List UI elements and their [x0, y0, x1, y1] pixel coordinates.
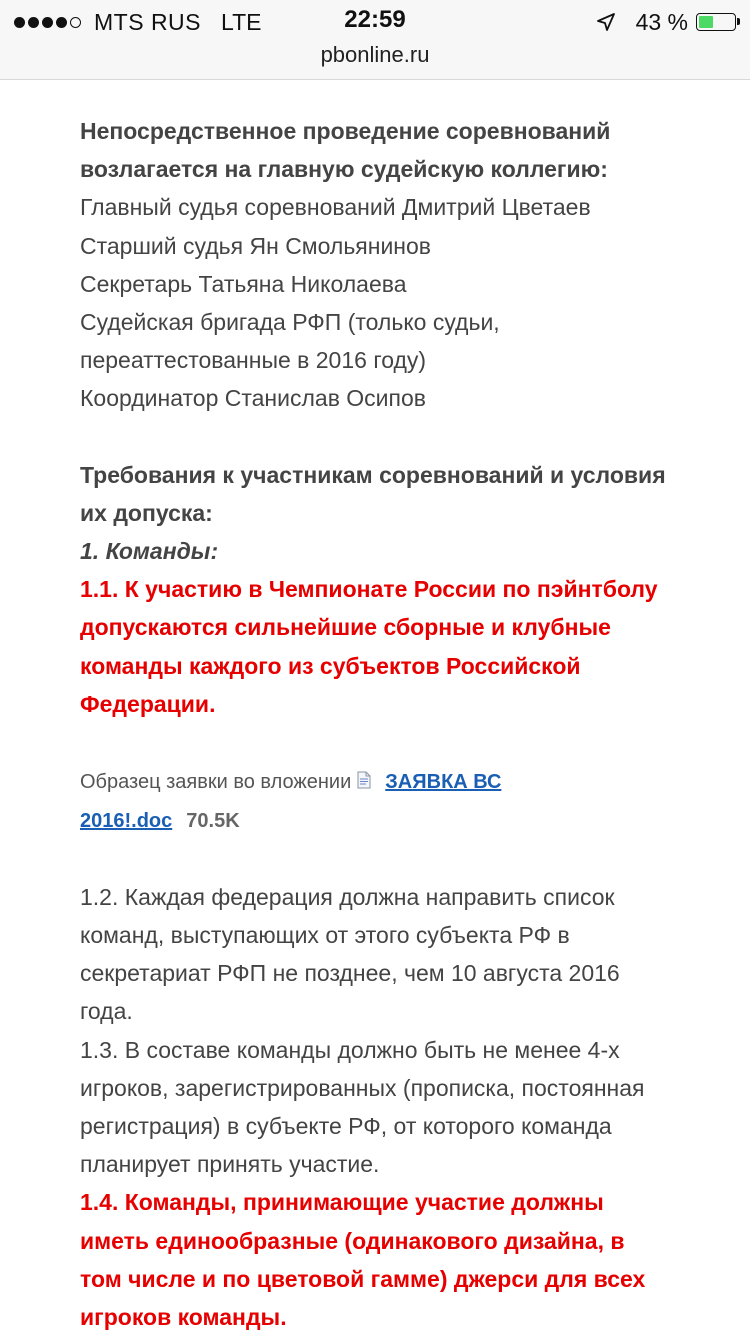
judge-line: Судейская бригада РФП (только судьи, [80, 309, 500, 336]
item-1-4 [80, 1183, 720, 1336]
attachment-link[interactable]: 2016!.doc [80, 809, 173, 832]
red-text-line: 1.1. К участию в Чемпионате России по пэйнтболу [80, 576, 658, 603]
text-line: 1.2. Каждая федерация должна направить список [80, 883, 615, 910]
red-text-line: том числе и по цветовой гамме) джерси для всех [80, 1265, 646, 1292]
item-1-1 [80, 570, 720, 723]
item-1-2 [80, 878, 720, 1031]
text-line: команд, выступающих от этого субъекта РФ в [80, 921, 570, 948]
section-heading-line: их допуска: [80, 499, 213, 526]
url-bar[interactable]: pbonline.ru [320, 42, 430, 67]
text-line: планирует принять участие. [80, 1151, 380, 1178]
red-text-line: Федерации. [80, 690, 216, 717]
section-heading-line: Непосредственное проведение соревнований [80, 118, 611, 144]
text-line: игроков, зарегистрированных (прописка, постоянная [80, 1074, 645, 1101]
status-right [596, 8, 736, 36]
file-size: 70.5K [186, 809, 240, 832]
teams-heading: 1. Команды: [80, 538, 219, 565]
network-type: LTE [221, 8, 262, 35]
red-text-line: 1.4. Команды, принимающие участие должны [80, 1189, 604, 1216]
status-bar [0, 0, 750, 80]
text-line: регистрация) в субъекте РФ, от которого команда [80, 1112, 612, 1139]
text-line: секретариат РФП не позднее, чем 10 августа 2016 [80, 960, 620, 987]
judge-line: Секретарь Татьяна Николаева [80, 270, 407, 297]
item-1-3 [80, 1031, 720, 1184]
document-icon [357, 764, 371, 802]
red-text-line: игроков команды. [80, 1304, 287, 1330]
battery-fill [699, 16, 713, 28]
judge-line: Главный судья соревнований Дмитрий Цветаев [80, 194, 591, 221]
section-heading-line: Требования к участникам соревнований и условия [80, 461, 666, 488]
red-text-line: иметь единообразные (одинакового дизайна, в [80, 1227, 625, 1254]
attachment-label: Образец заявки во вложении [80, 771, 352, 794]
battery-percent: 43 % [635, 8, 688, 35]
judge-line: Координатор Станислав Осипов [80, 385, 426, 412]
judges-list [80, 188, 720, 417]
judge-line: переаттестованные в 2016 году) [80, 347, 427, 374]
clock: 22:59 [344, 6, 406, 33]
attachment-block [80, 763, 720, 840]
location-arrow-icon [596, 12, 616, 32]
battery-icon [696, 13, 736, 31]
carrier-name: MTS RUS [94, 8, 201, 35]
article-content [80, 112, 720, 1336]
red-text-line: допускаются сильнейшие сборные и клубные [80, 614, 611, 641]
red-text-line: команды каждого из субъектов Российской [80, 652, 581, 679]
judge-line: Старший судья Ян Смольянинов [80, 232, 432, 259]
text-line: 1.3. В составе команды должно быть не менее 4-х [80, 1036, 620, 1063]
text-line: года. [80, 998, 133, 1025]
attachment-link[interactable]: ЗАЯВКА ВС [385, 771, 502, 794]
section-heading-line: возлагается на главную судейскую коллегию: [80, 156, 608, 183]
